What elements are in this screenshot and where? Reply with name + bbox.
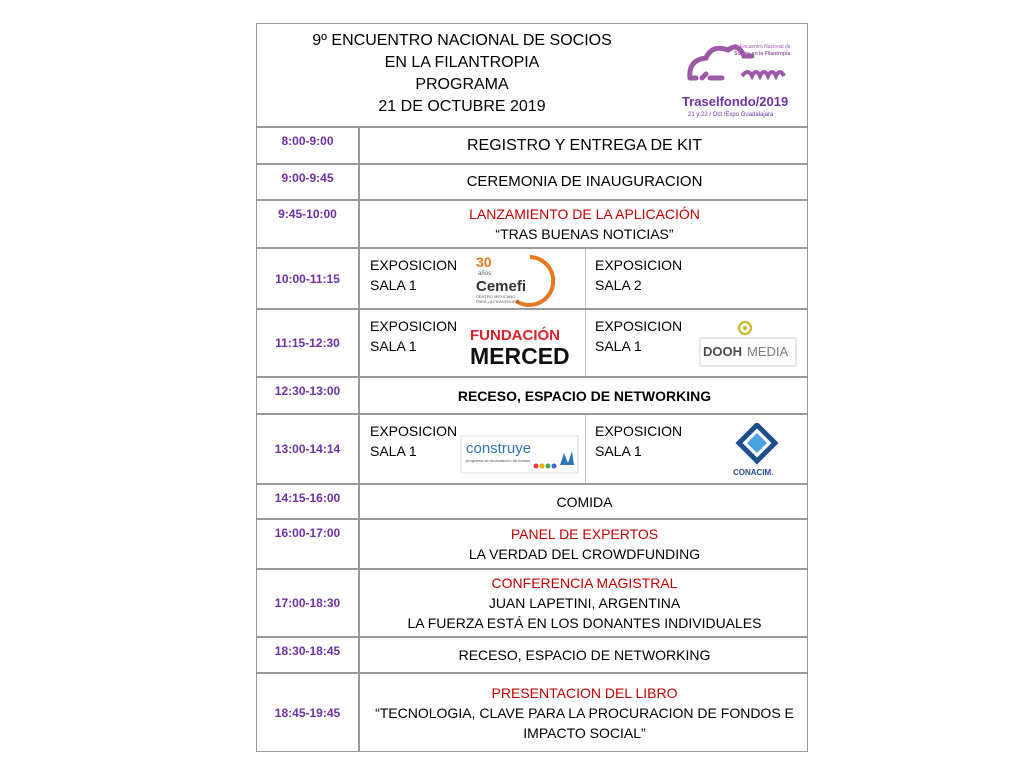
activity-title: PANEL DE EXPERTOS <box>510 526 659 542</box>
merced-bottom: MERCED <box>470 343 570 368</box>
schedule-row <box>257 638 807 674</box>
exhibit-cell-right <box>587 415 807 483</box>
fundacion-merced-logo <box>466 324 582 368</box>
event-title-line2: EN LA FILANTROPIA <box>384 54 540 71</box>
cemefi-anos: años <box>478 271 492 277</box>
logo-brand: Traselfondo/2019 <box>682 94 789 109</box>
exhibit-title: EXPOSICION <box>370 318 458 334</box>
construye-name: construye <box>466 440 532 457</box>
exhibit-label <box>370 255 457 295</box>
exhibit-label <box>370 421 457 461</box>
traselfondo-logo <box>682 38 802 126</box>
logo-small-line1: 9º Encuentro Nacional de <box>734 44 791 50</box>
exhibit-room: SALA 1 <box>595 338 642 354</box>
activity <box>362 378 807 413</box>
exhibit-title: EXPOSICION <box>370 423 458 439</box>
event-title-line1: 9º ENCUENTRO NACIONAL DE SOCIOS <box>312 32 612 49</box>
program-page <box>256 23 808 752</box>
activity-subtitle: “TRAS BUENAS NOTICIAS” <box>495 226 674 242</box>
exhibit-cell-right <box>587 310 807 376</box>
time-slot: 18:45-19:45 <box>257 674 360 751</box>
program-label: PROGRAMA <box>415 76 509 93</box>
exhibit-room: SALA 1 <box>370 338 417 354</box>
schedule-row <box>257 570 807 638</box>
exhibit-cell-left <box>362 310 586 376</box>
activity-title: LANZAMIENTO DE LA APLICACIÓN <box>469 206 700 222</box>
construye-sub: programa de recaudación de fondos <box>466 458 531 463</box>
schedule-row <box>257 165 807 201</box>
logo-small-line2: Socios en la Filantropía <box>734 51 791 57</box>
activity <box>362 638 807 672</box>
program-date: 21 DE OCTUBRE 2019 <box>378 98 546 115</box>
schedule-row <box>257 485 807 520</box>
activity <box>362 570 807 636</box>
exhibit-label <box>595 255 682 295</box>
exhibit-room: SALA 1 <box>370 277 417 293</box>
header-title-block <box>257 30 667 118</box>
cemefi-30: 30 <box>476 254 492 270</box>
exhibit-room: SALA 1 <box>370 443 417 459</box>
time-slot: 10:00-11:15 <box>257 249 360 308</box>
exhibit-label <box>595 316 682 356</box>
activity-title: CONFERENCIA MAGISTRAL <box>491 575 678 591</box>
schedule-row <box>257 310 807 378</box>
activity-subtitle: LA VERDAD DEL CROWDFUNDING <box>468 546 701 562</box>
exhibit-label <box>370 316 457 356</box>
media-text: MEDIA <box>747 344 789 359</box>
schedule-row <box>257 128 807 165</box>
schedule-row <box>257 415 807 485</box>
exhibit-room: SALA 1 <box>595 443 642 459</box>
time-slot: 18:30-18:45 <box>257 638 360 672</box>
cemefi-name: Cemefi <box>476 278 527 295</box>
activity-text: COMIDA <box>556 493 613 510</box>
time-slot: 17:00-18:30 <box>257 570 360 636</box>
dooh-text: DOOH <box>703 344 742 359</box>
exhibit-title: EXPOSICION <box>595 423 683 439</box>
time-slot: 12:30-13:00 <box>257 378 360 413</box>
cemefi-sub1: CENTRO MEXICANO <box>476 294 516 299</box>
exhibit-title: EXPOSICION <box>595 257 683 273</box>
activity <box>362 165 807 199</box>
conacim-logo <box>727 423 787 481</box>
time-slot: 9:45-10:00 <box>257 201 360 247</box>
activity-subtitle: JUAN LAPETINI, ARGENTINA <box>488 595 681 611</box>
time-slot: 8:00-9:00 <box>257 128 360 163</box>
activity-text: RECESO, ESPACIO DE NETWORKING <box>458 647 711 663</box>
schedule-row <box>257 249 807 310</box>
activity <box>362 520 807 568</box>
cemefi-logo <box>472 251 572 307</box>
activity-subtitle-2: IMPACTO SOCIAL” <box>523 724 646 741</box>
exhibit-room: SALA 2 <box>595 277 642 293</box>
activity-text: CEREMONIA DE INAUGURACION <box>466 173 703 190</box>
doohmedia-logo <box>699 320 799 372</box>
construye-logo <box>460 435 580 475</box>
activity-subtitle-2: LA FUERZA ESTÁ EN LOS DONANTES INDIVIDUALES <box>407 615 762 631</box>
activity-text: REGISTRO Y ENTREGA DE KIT <box>466 136 702 154</box>
time-slot: 16:00-17:00 <box>257 520 360 568</box>
exhibit-cell-right <box>587 249 807 308</box>
exhibit-cell-left <box>362 249 586 308</box>
activity <box>362 674 807 751</box>
merced-top: FUNDACIÓN <box>470 327 560 344</box>
activity-text: RECESO, ESPACIO DE NETWORKING <box>457 387 712 404</box>
cemefi-sub2: PARA LA FILANTROPÍA <box>476 299 520 304</box>
activity <box>362 128 807 163</box>
activity <box>362 201 807 247</box>
activity-subtitle: “TECNOLOGIA, CLAVE PARA LA PROCURACION DE FONDOS E <box>375 704 794 721</box>
time-slot: 11:15-12:30 <box>257 310 360 376</box>
schedule-row <box>257 378 807 415</box>
activity-title: PRESENTACION DEL LIBRO <box>491 684 678 701</box>
schedule-row <box>257 201 807 249</box>
conacim-name: CONACIM. <box>733 468 774 477</box>
program-header <box>257 24 807 128</box>
exhibit-label <box>595 421 682 461</box>
activity <box>362 485 807 518</box>
time-slot: 9:00-9:45 <box>257 165 360 199</box>
exhibit-title: EXPOSICION <box>370 257 458 273</box>
schedule-row <box>257 674 807 751</box>
schedule-row <box>257 520 807 570</box>
time-slot: 14:15-16:00 <box>257 485 360 518</box>
logo-sub: 21 y 22 / Oct /Expo Guadalajara <box>688 112 774 118</box>
time-slot: 13:00-14:14 <box>257 415 360 483</box>
exhibit-title: EXPOSICION <box>595 318 683 334</box>
exhibit-cell-left <box>362 415 586 483</box>
